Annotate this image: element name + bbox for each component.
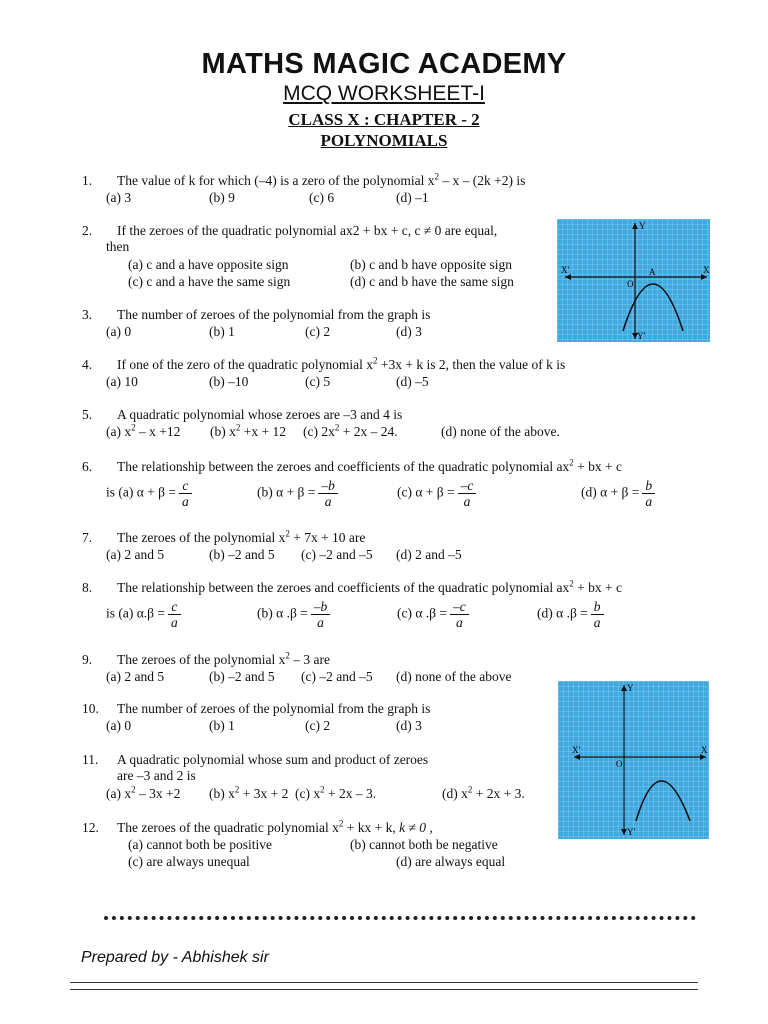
option-c: (c) –2 and –5 <box>301 547 373 562</box>
option-a: (a) 2 and 5 <box>106 669 165 684</box>
question-number: 9. <box>82 652 93 667</box>
option-b: (b) $x^2 +x + 12$ <box>210 422 286 439</box>
option-d: (d) –5 <box>396 374 429 389</box>
y-label: Y <box>639 221 646 231</box>
option-a: (a) 2 and 5 <box>106 547 165 562</box>
option-c: (c) are always unequal <box>128 854 250 869</box>
option-d: (d) c and b have the same sign <box>350 274 514 289</box>
option-a: (a) $x^2 - 3x +2$ <box>106 784 181 801</box>
question-number: 2. <box>82 223 93 238</box>
option-a: (a) 0 <box>106 718 132 733</box>
option-c: (c) 2 <box>305 718 331 733</box>
option-b: (b) α .β = $\frac{-b}{a}$ <box>257 599 330 630</box>
origin-label: O <box>616 759 623 769</box>
option-d: (d) none of the above. <box>441 424 560 439</box>
academy-title: MATHS MAGIC ACADEMY <box>201 48 567 80</box>
option-d: (d) α + β = $\frac{b}{a}$ <box>581 478 655 509</box>
prepared-by: Prepared by - Abhishek sir <box>81 949 269 966</box>
option-c: (c) $2x^2 + 2x - 24$. <box>303 422 398 439</box>
option-d: (d) $x^2 + 2x + 3$. <box>442 784 525 801</box>
option-a: (a) 0 <box>106 324 132 339</box>
question-text-cont: then <box>106 239 130 254</box>
option-c: (c) 6 <box>309 190 335 205</box>
question-text: A quadratic polynomial whose zeroes are –3 and 4 is <box>117 407 403 422</box>
option-b: (b) –2 and 5 <box>209 669 275 684</box>
option-b: (b) cannot both be negative <box>350 837 498 852</box>
option-d: (d) 3 <box>396 718 422 733</box>
y-neg-label: Y' <box>627 827 636 837</box>
question-number: 3. <box>82 307 93 322</box>
question-number: 7. <box>82 530 93 545</box>
question-text: The number of zeroes of the polynomial from the graph is <box>117 701 431 716</box>
footer-rule-2 <box>70 989 698 990</box>
question-text: The zeroes of the polynomial $x^2 + 7x + 10$ are <box>117 528 366 545</box>
option-c: (c) c and a have the same sign <box>128 274 291 289</box>
option-b: (b) 9 <box>209 190 235 205</box>
x-label: X <box>703 265 710 275</box>
y-label: Y <box>627 683 634 693</box>
option-d: (d) –1 <box>396 190 429 205</box>
dotted-divider <box>104 916 696 920</box>
option-c: (c) 5 <box>305 374 331 389</box>
worksheet-subtitle: MCQ WORKSHEET-I <box>283 82 485 105</box>
question-text: The value of k for which (–4) is a zero of the polynomial $x^2 - x - (2k +2)$ is <box>117 171 526 188</box>
option-a: (a) 3 <box>106 190 132 205</box>
option-b: (b) α + β = $\frac{-b}{a}$ <box>257 478 338 509</box>
x-label: X <box>701 745 708 755</box>
option-a: (a) 10 <box>106 374 138 389</box>
point-a-label: A <box>649 267 656 277</box>
question-text: The relationship between the zeroes and coefficients of the quadratic polynomial $ax^2$ + bx + c <box>117 457 622 474</box>
graph-q3 <box>557 219 710 342</box>
question-text-cont: are –3 and 2 is <box>117 768 196 783</box>
option-a: is (a) α + β = $\frac{c}{a}$ <box>106 478 192 509</box>
option-c: (c) 2 <box>305 324 331 339</box>
option-a: (a) $x^2 - x +12$ <box>106 422 181 439</box>
question-number: 8. <box>82 580 93 595</box>
option-d: (d) 2 and –5 <box>396 547 462 562</box>
option-b: (b) 1 <box>209 718 235 733</box>
option-d: (d) are always equal <box>396 854 506 869</box>
origin-label: O <box>627 279 634 289</box>
option-b: (b) c and b have opposite sign <box>350 257 512 272</box>
option-d: (d) α .β = $\frac{b}{a}$ <box>537 599 604 630</box>
option-a: is (a) α.β = $\frac{c}{a}$ <box>106 599 181 630</box>
y-neg-label: Y' <box>637 331 646 341</box>
graph-q10 <box>558 681 709 839</box>
question-text: The relationship between the zeroes and coefficients of the quadratic polynomial $ax^2$ + bx + c <box>117 578 622 595</box>
topic-heading: POLYNOMIALS <box>320 131 448 150</box>
option-c: (c) α .β = $\frac{-c}{a}$ <box>397 599 469 630</box>
footer-rule-1 <box>70 982 698 983</box>
chapter-heading: CLASS X : CHAPTER - 2 <box>288 110 480 129</box>
question-text: If the zeroes of the quadratic polynomial ax2 + bx + c, c ≠ 0 are equal, <box>117 223 498 238</box>
option-b: (b) 1 <box>209 324 235 339</box>
question-number: 6. <box>82 459 93 474</box>
option-b: (b) $x^2 + 3x + 2$ <box>209 784 289 801</box>
option-c: (c) –2 and –5 <box>301 669 373 684</box>
question-number: 4. <box>82 357 93 372</box>
option-d: (d) none of the above <box>396 669 512 684</box>
x-neg-label: X' <box>561 265 570 275</box>
question-text: The zeroes of the polynomial $x^2 - 3$ are <box>117 650 330 667</box>
question-text: The zeroes of the quadratic polynomial $x^2$ + kx + k, k ≠ 0 , <box>117 818 433 835</box>
option-b: (b) –2 and 5 <box>209 547 275 562</box>
question-number: 1. <box>82 173 93 188</box>
question-text: A quadratic polynomial whose sum and product of zeroes <box>117 752 429 767</box>
x-neg-label: X' <box>572 745 581 755</box>
option-c: (c) $x^2 + 2x - 3$. <box>295 784 377 801</box>
option-a: (a) c and a have opposite sign <box>128 257 289 272</box>
option-b: (b) –10 <box>209 374 249 389</box>
question-number: 10. <box>82 701 99 716</box>
option-c: (c) α + β = $\frac{-c}{a}$ <box>397 478 476 509</box>
question-number: 11. <box>82 752 99 767</box>
question-number: 5. <box>82 407 93 422</box>
question-text: If one of the zero of the quadratic polynomial $x^2 +3x + k$ is 2, then the value of k is <box>117 355 566 372</box>
question-text: The number of zeroes of the polynomial from the graph is <box>117 307 431 322</box>
option-d: (d) 3 <box>396 324 422 339</box>
option-a: (a) cannot both be positive <box>128 837 272 852</box>
question-number: 12. <box>82 820 99 835</box>
